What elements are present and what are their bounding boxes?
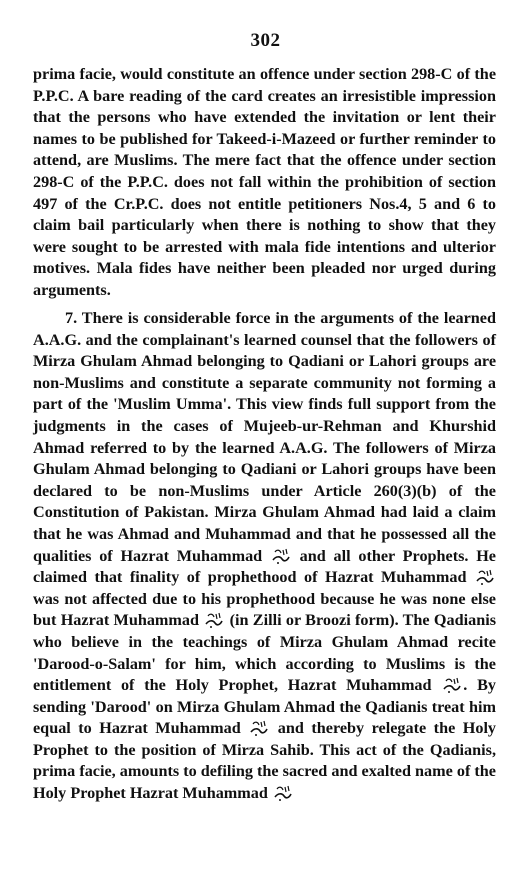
- paragraph-2-text-5: . By sending 'Darood' on Mirza Ghulam Ahmad the Qadianis treat him equal to Hazrat Muhammad: [33, 676, 496, 738]
- salutation-calligraphy-icon: [475, 568, 495, 586]
- paragraph-2-text-1: 7. There is considerable force in the arguments of the learned A.A.G. and the complainant's learned counsel that the followers of Mirza Ghulam Ahmad belonging to Qadiani or Lahori groups are non-Muslims and constitute a separate community not forming a part of the 'Muslim Umma'. This view finds full support from the judgments in the cases of Mujeeb-ur-Rehman and Khurshid Ahmad referred to by the learned A.A.G. The followers of Mirza Ghulam Ahmad belonging to Qadiani or Lahori groups have been declared to be non-Muslims under Article 260(3)(b) of the Constitution of Pakistan. Mirza Ghulam Ahmad had laid a claim that he was Ahmad and Muhammad and that he possessed all the qualities of Hazrat Muhammad: [33, 309, 496, 565]
- paragraph-2-text-4: (in Zilli or Broozi form). The Qadianis who believe in the teachings of Mirza Ghulam Ahmad recite 'Darood-o-Salam' for him, which according to Muslims is the entitlement of the Holy Prophet, Hazrat Muhammad: [33, 611, 497, 695]
- paragraph-2: [33, 308, 496, 805]
- paragraph-1: prima facie, would constitute an offence under section 298-C of the P.P.C. A bare reading of the card creates an irresistible impression that the persons who have extended the invitation or lent their names to be published for Takeed-i-Mazeed or further reminder to attend, are Muslims. The mere fact that the offence under section 298-C of the P.P.C. does not fall within the prohibition of section 497 of the Cr.P.C. does not entitle petitioners Nos.4, 5 and 6 to claim bail particularly when there is nothing to show that they were sought to be arrested with mala fide intentions and ulterior motives. Mala fides have neither been pleaded nor urged during arguments.: [33, 65, 496, 299]
- page-number: 302: [250, 30, 281, 51]
- salutation-calligraphy-icon: [442, 676, 462, 694]
- paragraph-2-text-3: was not affected due to his prophethood because he was none else but Hazrat Muhammad: [33, 589, 496, 630]
- salutation-calligraphy-icon: [271, 547, 291, 565]
- salutation-calligraphy-icon: [249, 719, 269, 737]
- paragraph-2-text-6: and thereby relegate the Holy Prophet to the position of Mirza Sahib. This act of the Qadianis, prima facie, amounts to defiling the sacred and exalted name of the Holy Prophet Hazrat Muhammad: [33, 719, 497, 803]
- salutation-calligraphy-icon: [204, 611, 224, 629]
- salutation-calligraphy-icon: [273, 784, 293, 802]
- paragraph-2-text-2: and all other Prophets. He claimed that finality of prophethood of Hazrat Muhammad: [33, 546, 496, 587]
